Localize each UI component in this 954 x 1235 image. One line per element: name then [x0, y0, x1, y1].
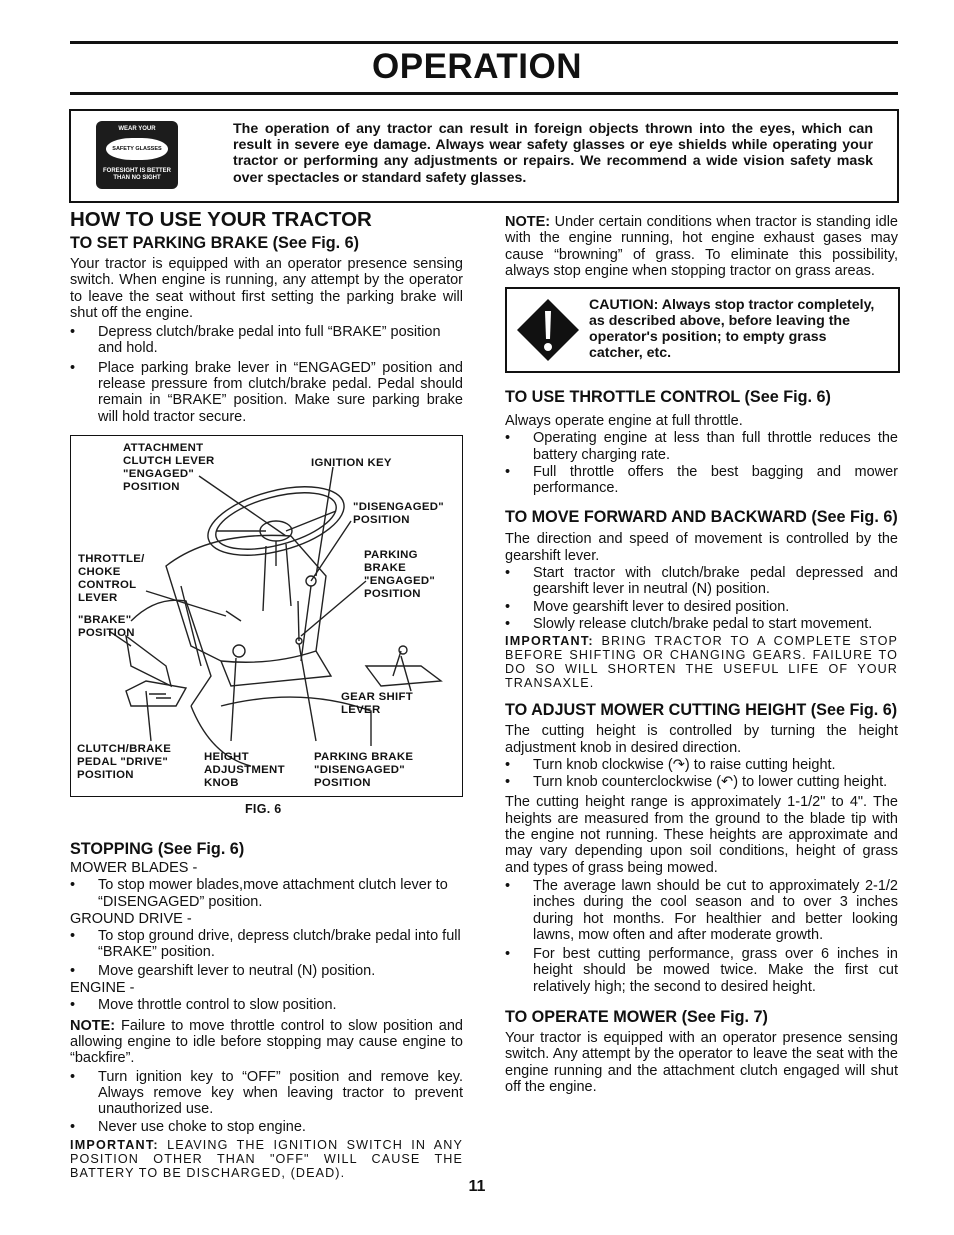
- right-column-note: [505, 214, 898, 279]
- label-attachment-clutch: ATTACHMENT CLUTCH LEVER "ENGAGED" POSITION: [123, 442, 215, 493]
- parking-intro: Your tractor is equipped with an operator presence sensing switch. When engine is running, any attempt by the operator to leave the seat without first setting the parking brake will shut off the engine.: [70, 256, 463, 321]
- counterclockwise-pre: Turn knob counterclockwise (: [533, 774, 722, 791]
- heading-forward-backward: TO MOVE FORWARD AND BACKWARD (See Fig. 6): [505, 508, 898, 527]
- height-bullet-clockwise: [505, 757, 898, 773]
- counterclockwise-post: ) to lower cutting height.: [733, 774, 888, 791]
- height-bullet-average-lawn: • The average lawn should be cut to approximately 2-1/2 inches during the cool season and to over 3 inches during hot months. For healthier and better looking lawns, mow often and after moderate growth.: [505, 878, 898, 943]
- figure-6: [70, 435, 463, 797]
- choke-bullet: • Never use choke to stop engine.: [70, 1119, 463, 1135]
- label-parking-disengaged: PARKING BRAKE "DISENGAGED" POSITION: [314, 751, 414, 789]
- throttle-intro: Always operate engine at full throttle.: [505, 413, 743, 429]
- operate-mower-text: Your tractor is equipped with an operator presence sensing switch. Any attempt by the operator to leave the seat with the engine running and the attachment clutch engaged will shut off the engine.: [505, 1030, 898, 1095]
- grass-browning-note: [505, 214, 898, 279]
- engine-bullet: • Move throttle control to slow position.: [70, 997, 463, 1013]
- left-column-top: [70, 208, 463, 425]
- mower-blades-label: MOWER BLADES -: [70, 860, 198, 876]
- top-rule: [70, 41, 898, 44]
- mower-blades-bullet: • To stop mower blades,move attachment clutch lever to “DISENGAGED” position.: [70, 877, 463, 910]
- heading-parking-brake: TO SET PARKING BRAKE (See Fig. 6): [70, 234, 360, 252]
- stopping-note-label: NOTE:: [70, 1017, 116, 1034]
- right-column-main: [505, 388, 898, 1095]
- height-bullet-counterclockwise: [505, 774, 898, 790]
- figure-caption: FIG. 6: [245, 802, 282, 816]
- ignition-bullet: • Turn ignition key to “OFF” position and remove key. Always remove key when leaving tractor to prevent unauthorized use.: [70, 1069, 463, 1118]
- forward-intro: The direction and speed of movement is controlled by the gearshift lever.: [505, 531, 898, 564]
- label-clutch-drive: CLUTCH/BRAKE PEDAL "DRIVE" POSITION: [77, 743, 172, 781]
- forward-bullet-3: • Slowly release clutch/brake pedal to start movement.: [505, 616, 898, 632]
- left-column-stopping: [70, 840, 463, 1180]
- label-height-knob: HEIGHT ADJUSTMENT KNOB: [204, 751, 285, 789]
- clockwise-pre: Turn knob clockwise (: [533, 756, 673, 773]
- clockwise-post: ) to raise cutting height.: [684, 756, 836, 773]
- page-title: OPERATION: [372, 47, 582, 86]
- heading-cutting-height: TO ADJUST MOWER CUTTING HEIGHT (See Fig. 6): [505, 701, 898, 720]
- forward-important-label: IMPORTANT:: [505, 634, 594, 649]
- forward-bullet-2: • Move gearshift lever to desired position.: [505, 599, 898, 615]
- stopping-note-text: Failure to move throttle control to slow position and allowing engine to idle before stopping may cause engine to “backfire”.: [70, 1017, 463, 1067]
- ground-drive-bullet-1: • To stop ground drive, depress clutch/brake pedal into full “BRAKE” position.: [70, 928, 463, 961]
- right-note-text: Under certain conditions when tractor is standing idle with the engine running, hot engine exhaust gases may cause “browning” of grass. To eliminate this possibility, always stop engine when stopping tractor on grass areas.: [505, 214, 898, 279]
- height-intro: The cutting height is controlled by turning the height adjustment knob in desired direction.: [505, 723, 898, 756]
- stopping-note: [70, 1018, 463, 1067]
- stopping-important-text: LEAVING THE IGNITION SWITCH IN ANY POSITION OTHER THAN "OFF" WILL CAUSE THE BATTERY TO BE DISCHARGED, (DEAD).: [70, 1137, 463, 1180]
- caution-box: [505, 287, 900, 373]
- caution-text: CAUTION: Always stop tractor completely, as described above, before leaving the operator's position; to empty grass catcher, etc.: [589, 297, 875, 361]
- title-rule: [70, 92, 898, 95]
- forward-bullet-1: • Start tractor with clutch/brake pedal depressed and gearshift lever in neutral (N) position.: [505, 565, 898, 598]
- heading-throttle: TO USE THROTTLE CONTROL (See Fig. 6): [505, 388, 831, 406]
- heading-operate-mower: TO OPERATE MOWER (See Fig. 7): [505, 1008, 768, 1027]
- badge-middle-text: SAFETY GLASSES: [112, 146, 162, 152]
- badge-top-text: WEAR YOUR: [118, 126, 156, 132]
- heading-stopping: STOPPING (See Fig. 6): [70, 840, 245, 858]
- warning-triangle-icon: [515, 297, 581, 363]
- right-note-label: NOTE:: [505, 214, 551, 230]
- throttle-bullet-2: • Full throttle offers the best bagging and mower performance.: [505, 464, 898, 497]
- counterclockwise-arrow-icon: ↶: [721, 774, 734, 791]
- safety-warning-text: The operation of any tractor can result in foreign objects thrown into the eyes, which can result in severe eye damage. Always wear safety glasses or eye shields while operating your tractor or performing any adjustments or repairs. We recommend a wide vision safety mask over spectacles or standard safety glasses.: [233, 121, 873, 186]
- forward-important-text: BRING TRACTOR TO A COMPLETE STOP BEFORE SHIFTING OR CHANGING GEARS. FAILURE TO DO SO WILL SHORTEN THE USEFUL LIFE OF YOUR TRANSAXLE.: [505, 634, 898, 691]
- throttle-bullet-1: • Operating engine at less than full throttle reduces the battery charging rate.: [505, 430, 898, 463]
- parking-bullet-1: • Depress clutch/brake pedal into full “BRAKE” position and hold.: [70, 324, 463, 357]
- badge-bottom-text: FORESIGHT IS BETTER THAN NO SIGHT: [102, 168, 171, 181]
- stopping-important-label: IMPORTANT:: [70, 1137, 159, 1152]
- clockwise-arrow-icon: ↷: [672, 756, 685, 773]
- safety-glasses-badge: [96, 121, 178, 189]
- label-disengaged-position: "DISENGAGED" POSITION: [353, 501, 444, 526]
- page-number: 11: [468, 1178, 486, 1195]
- section-heading-how-to-use: HOW TO USE YOUR TRACTOR: [70, 208, 372, 231]
- ground-drive-label: GROUND DRIVE -: [70, 910, 192, 927]
- height-range: The cutting height range is approximately 1-1/2" to 4". The heights are measured from the ground to the blade tip with the engine not running. These heights are approximate and may vary depending upon soil conditions, height of grass and types of grass being mowed.: [505, 794, 898, 876]
- height-bullet-best-cutting: • For best cutting performance, grass over 6 inches in height should be mowed twice. Make the first cut relatively high; the second to desired height.: [505, 946, 898, 995]
- label-parking-engaged: PARKING BRAKE "ENGAGED" POSITION: [364, 549, 436, 600]
- label-brake-position: "BRAKE" POSITION: [78, 614, 135, 639]
- parking-bullet-2: • Place parking brake lever in “ENGAGED” position and release pressure from clutch/brake pedal. Pedal should remain in “BRAKE” position. Make sure parking brake will hold tractor secure.: [70, 360, 463, 425]
- forward-important: [505, 634, 898, 690]
- label-throttle-choke: THROTTLE/ CHOKE CONTROL LEVER: [78, 553, 145, 604]
- stopping-important: [70, 1138, 463, 1180]
- label-gear-shift: GEAR SHIFT LEVER: [341, 691, 413, 716]
- safety-glasses-icon: [106, 138, 168, 160]
- label-ignition-key: IGNITION KEY: [311, 457, 392, 469]
- ground-drive-bullet-2: • Move gearshift lever to neutral (N) position.: [70, 963, 463, 979]
- engine-label: ENGINE -: [70, 980, 135, 997]
